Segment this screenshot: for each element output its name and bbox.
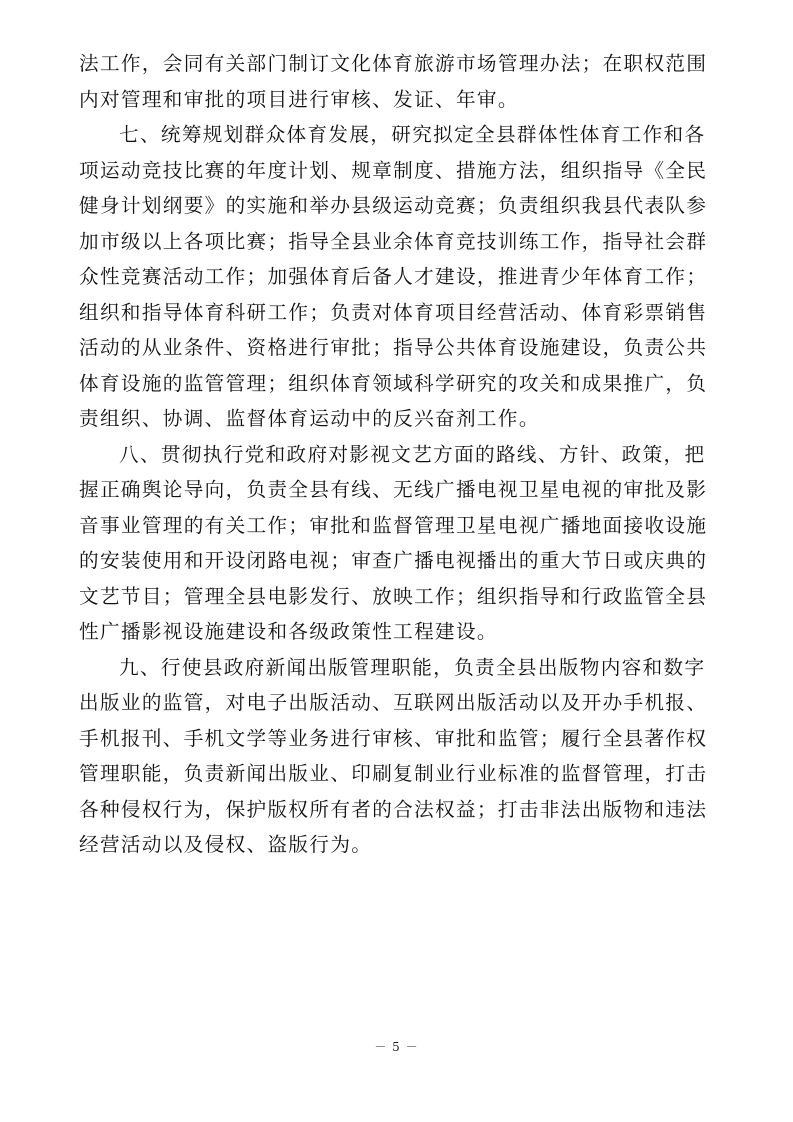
text-line: 握正确舆论导向，负责全县有线、无线广播电视卫星电视的审批及影	[79, 478, 708, 501]
text-line: 七、统筹规划群众体育发展，研究拟定全县群体性体育工作和各	[119, 123, 706, 146]
text-line: 众性竞赛活动工作；加强体育后备人才建设，推进青少年体育工作；	[79, 265, 708, 288]
text-line: 文艺节目；管理全县电影发行、放映工作；组织指导和行政监管全县	[79, 584, 708, 608]
text-line: 项运动竞技比赛的年度计划、规章制度、措施方法，组织指导《全民	[79, 158, 708, 182]
text-line: 音事业管理的有关工作；审批和监督管理卫星电视广播地面接收设施	[79, 513, 708, 537]
paragraph-section-7	[79, 117, 719, 437]
text-line: 法工作，会同有关部门制订文化体育旅游市场管理办法；在职权范围	[79, 52, 708, 75]
text-line: 责组织、协调、监督体育运动中的反兴奋剂工作。	[79, 407, 540, 430]
text-line: 经营活动以及侵权、盗版行为。	[79, 833, 373, 856]
paragraph-section-9	[79, 650, 719, 863]
text-line: 活动的从业条件、资格进行审批；指导公共体育设施建设，负责公共	[79, 336, 708, 359]
text-line: 九、行使县政府新闻出版管理职能，负责全县出版物内容和数字	[119, 655, 706, 679]
text-line: 体育设施的监管管理；组织体育领域科学研究的攻关和成果推广，负	[79, 371, 708, 395]
paragraph-section-8	[79, 437, 719, 650]
paragraph-continuation	[79, 46, 719, 117]
text-line: 加市级以上各项比赛；指导全县业余体育竞技训练工作，指导社会群	[79, 229, 708, 253]
page-number: － 5 －	[374, 1040, 419, 1054]
text-line: 健身计划纲要》的实施和举办县级运动竞赛；负责组织我县代表队参	[79, 194, 708, 217]
text-line: 组织和指导体育科研工作；负责对体育项目经营活动、体育彩票销售	[79, 300, 708, 324]
text-line: 性广播影视设施建设和各级政策性工程建设。	[79, 620, 498, 643]
text-line: 八、贯彻执行党和政府对影视文艺方面的路线、方针、政策，把	[119, 442, 706, 466]
text-line: 各种侵权行为，保护版权所有者的合法权益；打击非法出版物和违法	[79, 797, 708, 821]
text-line: 管理职能，负责新闻出版业、印刷复制业行业标准的监督管理，打击	[79, 762, 708, 785]
document-body	[79, 46, 719, 863]
text-line: 内对管理和审批的项目进行审核、发证、年审。	[79, 87, 519, 111]
text-line: 的安装使用和开设闭路电视；审查广播电视播出的重大节日或庆典的	[79, 549, 708, 572]
text-line: 手机报刊、手机文学等业务进行审核、审批和监管；履行全县著作权	[79, 726, 708, 750]
text-line: 出版业的监管，对电子出版活动、互联网出版活动以及开办手机报、	[79, 691, 708, 714]
